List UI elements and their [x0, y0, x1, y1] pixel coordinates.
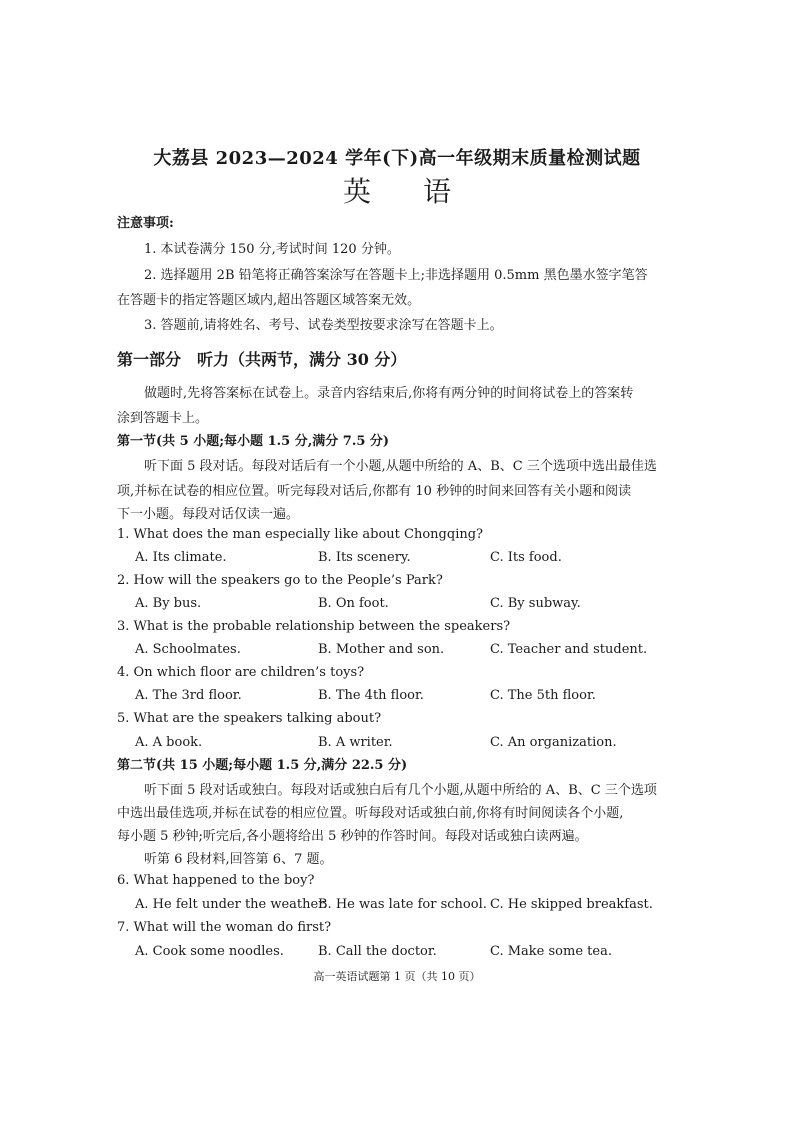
section2-heading: 第二节(共 15 小题;每小题 1.5 分,满分 22.5 分)	[117, 758, 408, 773]
question-4-option-c: C. The 5th floor.	[490, 688, 596, 703]
question-4: 4. On which floor are children’s toys?	[117, 665, 365, 680]
section1-directions-line-3: 下一小题。每段对话仅读一遍。	[117, 507, 300, 522]
part1-intro-line-1: 做题时,先将答案标在试卷上。录音内容结束后,你将有两分钟的时间将试卷上的答案转	[144, 386, 634, 401]
page-footer: 高一英语试题第 1 页（共 10 页）	[313, 970, 481, 983]
notice-item-2-line-2: 在答题卡的指定答题区域内,超出答题区域答案无效。	[117, 293, 421, 308]
section2-directions-line-1: 听下面 5 段对话或独白。每段对话或独白后有几个小题,从题中所给的 A、B、C 三个选项	[144, 783, 657, 798]
exam-title: 大荔县 2023—2024 学年(下)高一年级期末质量检测试题	[153, 148, 641, 169]
question-7: 7. What will the woman do first?	[117, 920, 332, 935]
section2-directions-line-2: 中选出最佳选项,并标在试卷的相应位置。听每段对话或独白前,你将有时间阅读各个小题,	[117, 806, 624, 821]
question-5-option-c: C. An organization.	[490, 735, 617, 750]
question-1-option-b: B. Its scenery.	[318, 550, 411, 565]
section1-directions-line-1: 听下面 5 段对话。每段对话后有一个小题,从题中所给的 A、B、C 三个选项中选出最佳选	[144, 459, 657, 474]
part1-intro-line-2: 涂到答题卡上。	[117, 411, 209, 426]
question-2: 2. How will the speakers go to the People’s Park?	[117, 573, 443, 588]
question-7-option-c: C. Make some tea.	[490, 944, 612, 959]
question-5: 5. What are the speakers talking about?	[117, 711, 382, 726]
question-6-option-c: C. He skipped breakfast.	[490, 897, 653, 912]
question-6-option-b: B. He was late for school.	[318, 897, 487, 912]
question-7-option-a: A. Cook some noodles.	[135, 944, 284, 959]
question-6-option-a: A. He felt under the weather.	[135, 897, 328, 912]
question-2-option-b: B. On foot.	[318, 596, 389, 611]
question-3-option-b: B. Mother and son.	[318, 642, 445, 657]
question-6: 6. What happened to the boy?	[117, 873, 315, 888]
question-4-option-b: B. The 4th floor.	[318, 688, 424, 703]
notice-item-2-line-1: 2. 选择题用 2B 铅笔将正确答案涂写在答题卡上;非选择题用 0.5mm 黑色墨水签字笔答	[144, 268, 648, 283]
question-2-option-c: C. By subway.	[490, 596, 581, 611]
section2-material-6: 听第 6 段材料,回答第 6、7 题。	[144, 852, 333, 867]
part1-heading: 第一部分 听力（共两节，满分 30 分）	[117, 350, 407, 369]
question-7-option-b: B. Call the doctor.	[318, 944, 437, 959]
question-5-option-b: B. A writer.	[318, 735, 393, 750]
question-1-option-c: C. Its food.	[490, 550, 562, 565]
question-3: 3. What is the probable relationship between the speakers?	[117, 619, 511, 634]
section1-directions-line-2: 项,并标在试卷的相应位置。听完每段对话后,你都有 10 秒钟的时间来回答有关小题和阅读	[117, 484, 632, 499]
question-5-option-a: A. A book.	[135, 735, 203, 750]
subject-title: 英语	[342, 175, 503, 208]
question-3-option-c: C. Teacher and student.	[490, 642, 648, 657]
question-3-option-a: A. Schoolmates.	[135, 642, 241, 657]
question-2-option-a: A. By bus.	[135, 596, 202, 611]
notice-item-1: 1. 本试卷满分 150 分,考试时间 120 分钟。	[144, 242, 400, 257]
section2-directions-line-3: 每小题 5 秒钟;听完后,各小题将给出 5 秒钟的作答时间。每段对话或独白读两遍。	[117, 829, 588, 844]
section1-heading: 第一节(共 5 小题;每小题 1.5 分,满分 7.5 分)	[117, 434, 390, 449]
notice-item-3: 3. 答题前,请将姓名、考号、试卷类型按要求涂写在答题卡上。	[144, 318, 503, 333]
notice-heading: 注意事项:	[117, 216, 174, 231]
question-1-option-a: A. Its climate.	[135, 550, 227, 565]
question-1: 1. What does the man especially like about Chongqing?	[117, 527, 484, 542]
question-4-option-a: A. The 3rd floor.	[135, 688, 242, 703]
